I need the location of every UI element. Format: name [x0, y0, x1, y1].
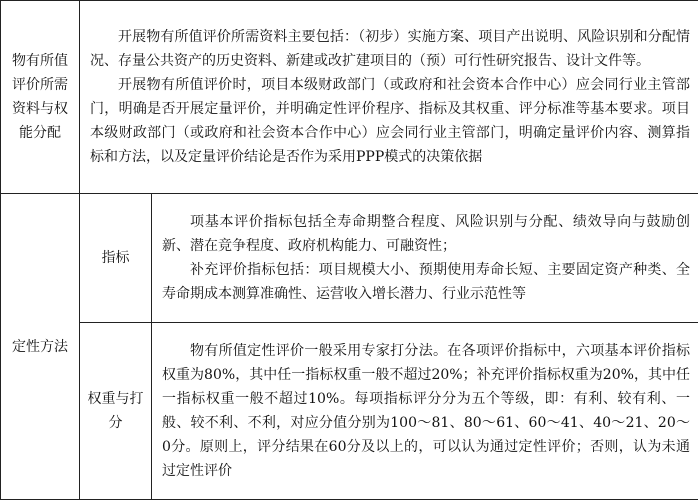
indicators-content	[152, 194, 698, 323]
weights-content	[152, 323, 698, 500]
row-header-materials: 物有所值评价所需资料与权能分配	[1, 1, 80, 194]
table-row-materials	[1, 1, 698, 194]
subheader-indicators: 指标	[80, 194, 152, 323]
table-row-weights	[1, 323, 698, 500]
row-header-qualitative-method: 定性方法	[1, 194, 80, 500]
indicators-paragraph-2: 补充评价指标包括：项目规模大小、预期使用寿命长短、主要固定资产种类、全寿命期成本测算准确性、运营收入增长潜力、行业示范性等	[162, 258, 690, 306]
materials-content	[80, 1, 698, 194]
materials-paragraph-2: 开展物有所值评价时，项目本级财政部门（或政府和社会资本合作中心）应会同行业主管部门，明确是否开展定量评价，并明确定性评价程序、指标及其权重、评分标准等基本要求。项目本级财政部门（或政府和社会资本合作中心）应会同行业主管部门，明确定量评价内容、测算指标和方法，以及定量评价结论是否作为采用PPP模式的决策依据	[90, 73, 690, 169]
indicators-paragraph-1: 项基本评价指标包括全寿命期整合程度、风险识别与分配、绩效导向与鼓励创新、潜在竞争程度、政府机构能力、可融资性；	[162, 210, 690, 258]
materials-paragraph-1: 开展物有所值评价所需资料主要包括：（初步）实施方案、项目产出说明、风险识别和分配情况、存量公共资产的历史资料、新建或改扩建项目的（预）可行性研究报告、设计文件等。	[90, 25, 690, 73]
table-row-indicators	[1, 194, 698, 323]
weights-paragraph-1: 物有所值定性评价一般采用专家打分法。在各项评价指标中，六项基本评价指标权重为80%，其中任一指标权重一般不超过20%；补充评价指标权重为20%，其中任一指标权重一般不超过10%。每项指标评分分为五个等级，即：有利、较有利、一般、较不利、不利，对应分值分别为100～81、80～61、60～41、40～21、20～0分。原则上，评分结果在60分及以上的，可以认为通过定性评价；否则，认为未通过定性评价	[162, 339, 690, 483]
subheader-weights-scoring: 权重与打分	[80, 323, 152, 500]
